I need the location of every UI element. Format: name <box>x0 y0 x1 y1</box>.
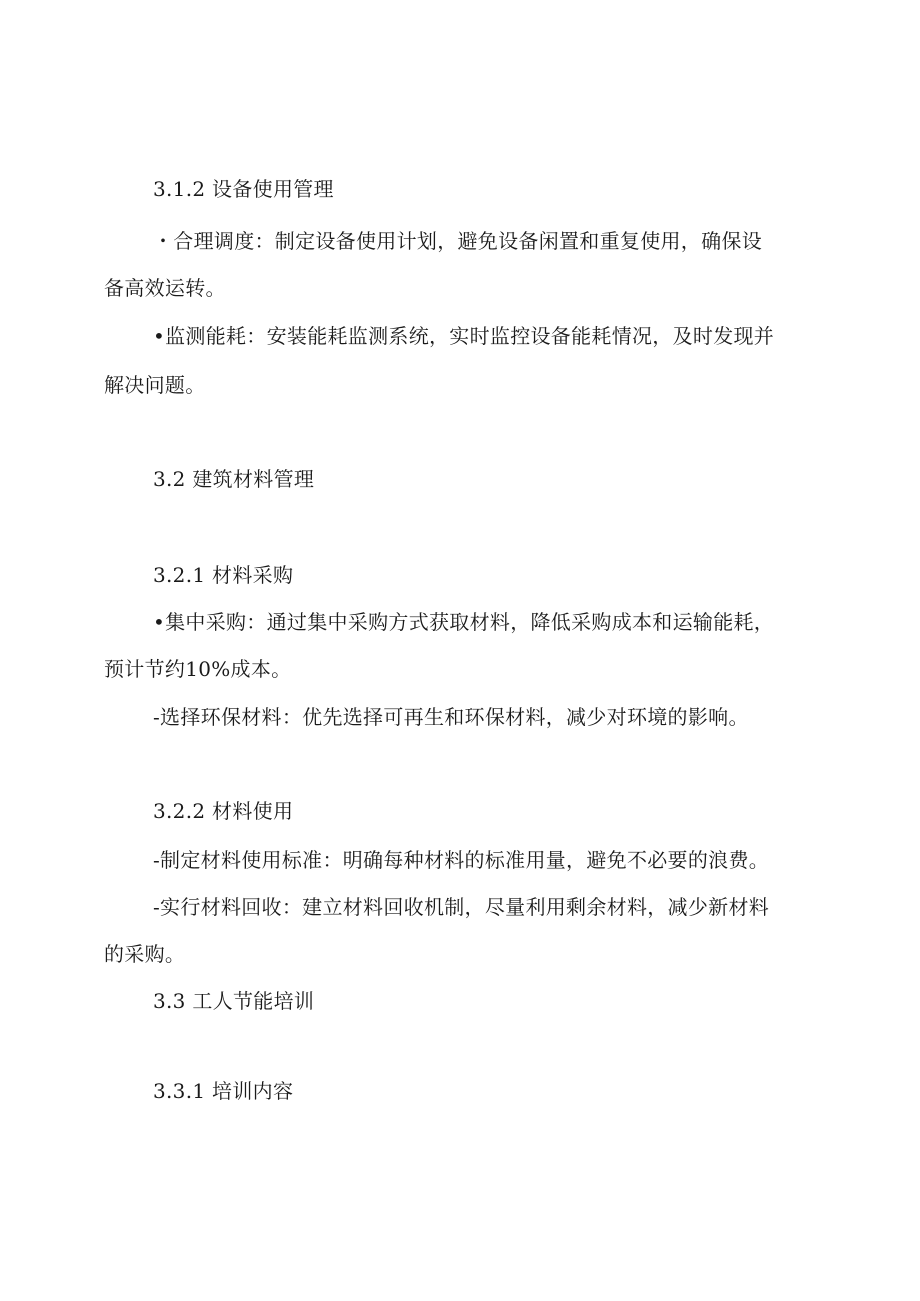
section-heading-3-1-2: 3.1.2 设备使用管理 <box>153 177 334 201</box>
bullet-item-continuation: 备高效运转。 <box>104 276 226 300</box>
bullet-item-line: ・合理调度：制定设备使用计划，避免设备闲置和重复使用，确保设 <box>153 229 762 253</box>
dash-item-line: -选择环保材料：优先选择可再生和环保材料，减少对环境的影响。 <box>153 705 749 729</box>
bullet-item-continuation: 预计节约10%成本。 <box>104 657 292 681</box>
bullet-item-continuation: 解决问题。 <box>104 373 206 397</box>
section-heading-3-3-1: 3.3.1 培训内容 <box>153 1079 294 1103</box>
section-heading-3-2-2: 3.2.2 材料使用 <box>153 799 294 823</box>
bullet-item-line: •监测能耗：安装能耗监测系统，实时监控设备能耗情况，及时发现并 <box>153 324 775 348</box>
dash-item-line: -实行材料回收：建立材料回收机制，尽量利用剩余材料，减少新材料 <box>153 895 770 919</box>
dash-item-line: -制定材料使用标准：明确每种材料的标准用量，避免不必要的浪费。 <box>153 848 770 872</box>
section-heading-3-2-1: 3.2.1 材料采购 <box>153 563 294 587</box>
dash-item-continuation: 的采购。 <box>104 942 186 966</box>
bullet-item-line: •集中采购：通过集中采购方式获取材料，降低采购成本和运输能耗， <box>153 610 775 634</box>
section-heading-3-3: 3.3 工人节能培训 <box>153 989 315 1013</box>
section-heading-3-2: 3.2 建筑材料管理 <box>153 467 315 491</box>
